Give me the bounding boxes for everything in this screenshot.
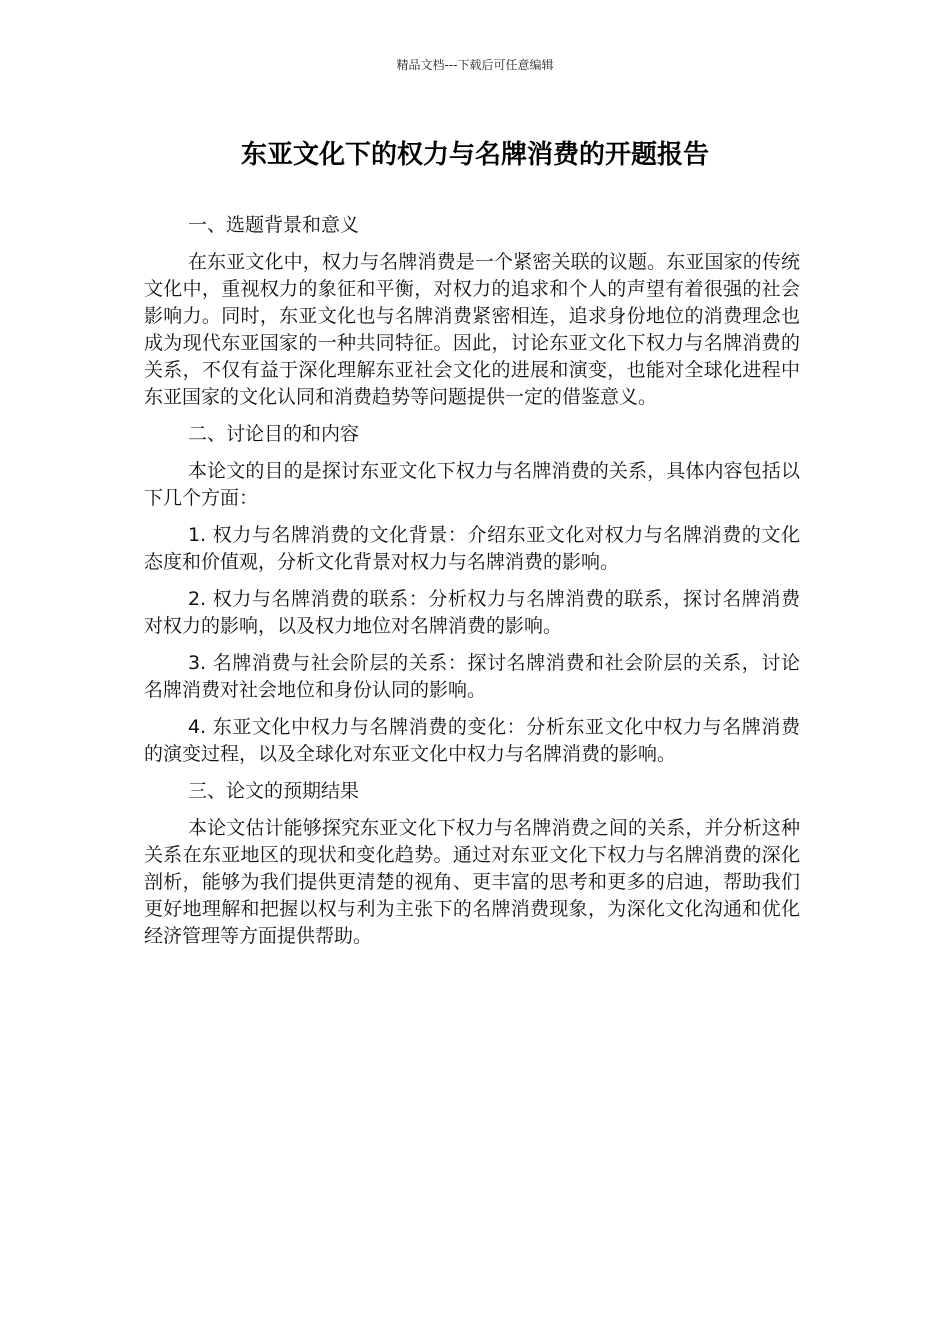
document-title: 东亚文化下的权力与名牌消费的开题报告 — [240, 140, 709, 170]
section-heading-expected-results: 三、论文的预期结果 — [188, 780, 360, 802]
paragraph-background: 在东亚文化中，权力与名牌消费是一个紧密关联的议题。东亚国家的传统文化中，重视权力的象征和平衡，对权力的追求和个人的声望有着很强的社会影响力。同时，东亚文化也与名牌消费紧密相连，追求身份地位的消费理念也成为现代东亚国家的一种共同特征。因此，讨论东亚文化下权力与名牌消费的关系，不仅有益于深化理解东亚社会文化的进展和演变，也能对全球化进程中东亚国家的文化认同和消费趋势等问题提供一定的借鉴意义。 — [144, 251, 800, 408]
header-note: 精品文档---下载后可任意编辑 — [396, 58, 554, 72]
document-body — [144, 212, 800, 960]
list-item-4: 4. 东亚文化中权力与名牌消费的变化：分析东亚文化中权力与名牌消费的演变过程，以及全球化对东亚文化中权力与名牌消费的影响。 — [144, 716, 800, 765]
list-item-3: 3. 名牌消费与社会阶层的关系：探讨名牌消费和社会阶层的关系，讨论名牌消费对社会地位和身份认同的影响。 — [144, 652, 800, 701]
paragraph-purpose: 本论文的目的是探讨东亚文化下权力与名牌消费的关系，具体内容包括以下几个方面： — [144, 460, 800, 509]
section-heading-background: 一、选题背景和意义 — [188, 214, 360, 236]
list-item-2: 2. 权力与名牌消费的联系：分析权力与名牌消费的联系，探讨名牌消费对权力的影响，以及权力地位对名牌消费的影响。 — [144, 588, 800, 637]
section-heading-purpose: 二、讨论目的和内容 — [188, 423, 360, 445]
list-item-1: 1. 权力与名牌消费的文化背景：介绍东亚文化对权力与名牌消费的文化态度和价值观，分析文化背景对权力与名牌消费的影响。 — [144, 524, 800, 573]
paragraph-expected-results: 本论文估计能够探究东亚文化下权力与名牌消费之间的关系，并分析这种关系在东亚地区的现状和变化趋势。通过对东亚文化下权力与名牌消费的深化剖析，能够为我们提供更清楚的视角、更丰富的思考和更多的启迪，帮助我们更好地理解和把握以权与利为主张下的名牌消费现象，为深化文化沟通和优化经济管理等方面提供帮助。 — [144, 817, 800, 947]
